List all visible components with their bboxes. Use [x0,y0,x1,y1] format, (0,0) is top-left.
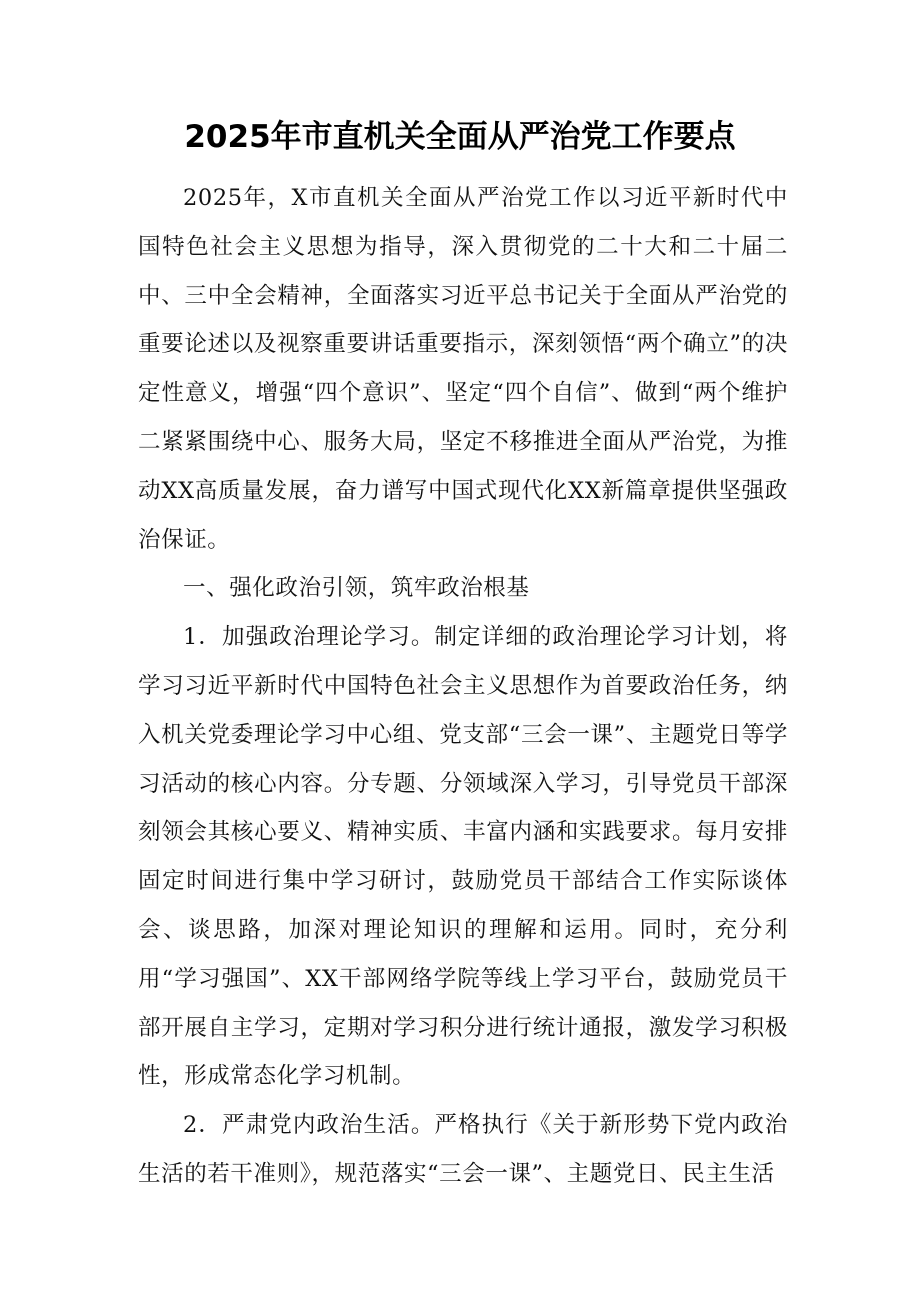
document-title: 2025年市直机关全面从严治党工作要点 [184,119,736,155]
item-paragraph-2: 2．严肃党内政治生活。严格执行《关于新形势下党内政治生活的若干准则》，规范落实“三会一课”、主题党日、民主生活 [138,1112,788,1187]
item-paragraph-1: 1．加强政治理论学习。制定详细的政治理论学习计划，将学习习近平新时代中国特色社会主义思想作为首要政治任务，纳入机关党委理论学习中心组、党支部“三会一课”、主题党日等学习活动的核心内容。分专题、分领域深入学习，引导党员干部深刻领会其核心要义、精神实质、丰富内涵和实践要求。每月安排固定时间进行集中学习研讨，鼓励党员干部结合工作实际谈体会、谈思路，加深对理论知识的理解和运用。同时，充分利用“学习强国”、XX干部网络学院等线上学习平台，鼓励党员干部开展自主学习，定期对学习积分进行统计通报，激发学习积极性，形成常态化学习机制。 [138,624,788,1090]
document-body [138,174,788,1199]
intro-paragraph: 2025年，X市直机关全面从严治党工作以习近平新时代中国特色社会主义思想为指导，深入贯彻党的二十大和二十届二中、三中全会精神，全面落实习近平总书记关于全面从严治党的重要论述以及视察重要讲话重要指示，深刻领悟“两个确立”的决定性意义，增强“四个意识”、坚定“四个自信”、做到“两个维护二紧紧围绕中心、服务大局，坚定不移推进全面从严治党，为推动XX高质量发展，奋力谱写中国式现代化XX新篇章提供坚强政治保证。 [138,185,788,553]
section-heading: 一、强化政治引领，筑牢政治根基 [183,575,530,602]
